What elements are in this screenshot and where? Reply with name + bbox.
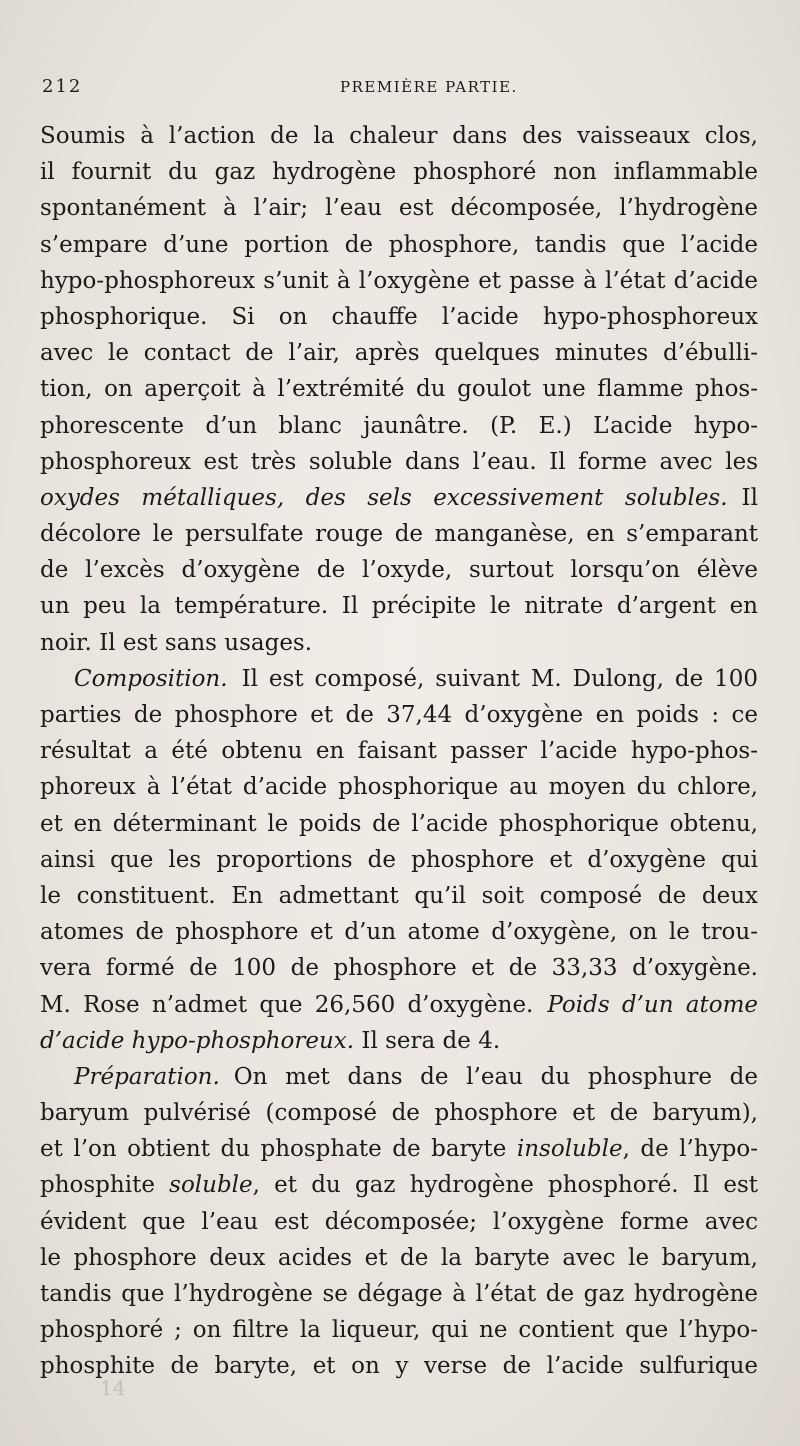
text-line: phosphoré ; on filtre la liqueur, qui ne contient que l’hypo-	[40, 1317, 758, 1344]
italic-text: soluble	[169, 1172, 253, 1199]
text-line: vera formé de 100 de phosphore et de 33,33 d’oxygène.	[40, 955, 758, 982]
section-heading-composition: Composition.	[74, 665, 228, 692]
text-line	[40, 987, 758, 1023]
line-text: On met dans de l’eau du phosphure de	[233, 1063, 758, 1090]
section-heading-preparation: Préparation.	[74, 1063, 220, 1090]
text-line: parties de phosphore et de 37,44 d’oxygène en poids : ce	[40, 702, 758, 728]
text-line: et en déterminant le poids de l’acide phosphorique obtenu,	[40, 810, 758, 837]
text-line: atomes de phosphore et d’un atome d’oxygène, on le trou-	[40, 919, 758, 946]
text-line: hypo-phosphoreux s’unit à l’oxygène et passe à l’état d’acide	[40, 267, 758, 294]
text-line	[40, 661, 758, 697]
text-line: il fournit du gaz hydrogène phosphoré non inflammable	[40, 159, 758, 186]
text-line: phorescente d’un blanc jaunâtre. (P. E.) L’acide hypo-	[40, 412, 758, 439]
text-line: de l’excès d’oxygène de l’oxyde, surtout lorsqu’on élève	[40, 557, 758, 584]
body-text	[40, 118, 758, 1385]
text-line: avec le contact de l’air, après quelques minutes d’ébulli-	[40, 340, 758, 367]
text-line	[40, 1131, 758, 1167]
text-line: évident que l’eau est décomposée; l’oxygène forme avec	[40, 1208, 758, 1235]
text-line: phosphoreux est très soluble dans l’eau. Il forme avec les	[40, 448, 758, 475]
running-head: PREMIÈRE PARTIE.	[340, 78, 518, 96]
text-line: Soumis à l’action de la chaleur dans des vaisseaux clos,	[40, 123, 758, 149]
text-line: noir. Il est sans usages.	[40, 629, 313, 656]
text-line: ainsi que les proportions de phosphore et d’oxygène qui	[40, 846, 758, 873]
line-text: Il est composé, suivant M. Dulong, de 100	[241, 665, 758, 692]
text-line: tion, on aperçoit à l’extrémité du goulot une flamme phos-	[40, 376, 758, 403]
text-line: résultat a été obtenu en faisant passer l’acide hypo-phos-	[40, 738, 758, 765]
line-text: phosphite	[40, 1172, 155, 1199]
italic-text: insoluble	[516, 1136, 623, 1163]
text-line: décolore le persulfate rouge de manganèse, en s’emparant	[40, 521, 758, 548]
text-line: s’empare d’une portion de phosphore, tandis que l’acide	[40, 231, 758, 258]
line-text: Il	[741, 484, 758, 511]
page-number: 212	[42, 76, 83, 97]
page-header	[42, 76, 752, 100]
text-line: tandis que l’hydrogène se dégage à l’état de gaz hydrogène	[40, 1281, 758, 1307]
text-line: phoreux à l’état d’acide phosphorique au moyen du chlore,	[40, 774, 758, 801]
text-line	[40, 1059, 758, 1095]
text-line	[40, 1167, 758, 1203]
text-line: baryum pulvérisé (composé de phosphore et de baryum),	[40, 1100, 758, 1127]
line-text: , et du gaz hydrogène phosphoré. Il est	[252, 1172, 758, 1199]
text-line: le phosphore deux acides et de la baryte avec le baryum,	[40, 1244, 758, 1271]
text-line: spontanément à l’air; l’eau est décomposée, l’hydrogène	[40, 195, 758, 222]
line-text: et l’on obtient du phosphate de baryte	[40, 1136, 507, 1163]
text-line	[40, 1023, 758, 1059]
italic-text: oxydes métalliques, des sels excessivement solubles.	[40, 484, 728, 511]
text-line: phosphite de baryte, et on y verse de l’acide sulfurique	[40, 1353, 758, 1380]
line-text: M. Rose n’admet que 26,560 d’oxygène.	[40, 991, 534, 1018]
italic-text: d’acide hypo-phosphoreux.	[40, 1027, 355, 1054]
signature-mark: 14	[100, 1376, 126, 1400]
line-text: , de l’hypo-	[622, 1136, 758, 1163]
text-line: phosphorique. Si on chauffe l’acide hypo-phosphoreux	[40, 303, 758, 330]
text-line	[40, 480, 758, 516]
text-line: le constituent. En admettant qu’il soit composé de deux	[40, 882, 758, 909]
italic-text: Poids d’un atome	[547, 991, 758, 1018]
text-line: un peu la température. Il précipite le nitrate d’argent en	[40, 593, 758, 620]
line-text: Il sera de 4.	[361, 1027, 501, 1054]
